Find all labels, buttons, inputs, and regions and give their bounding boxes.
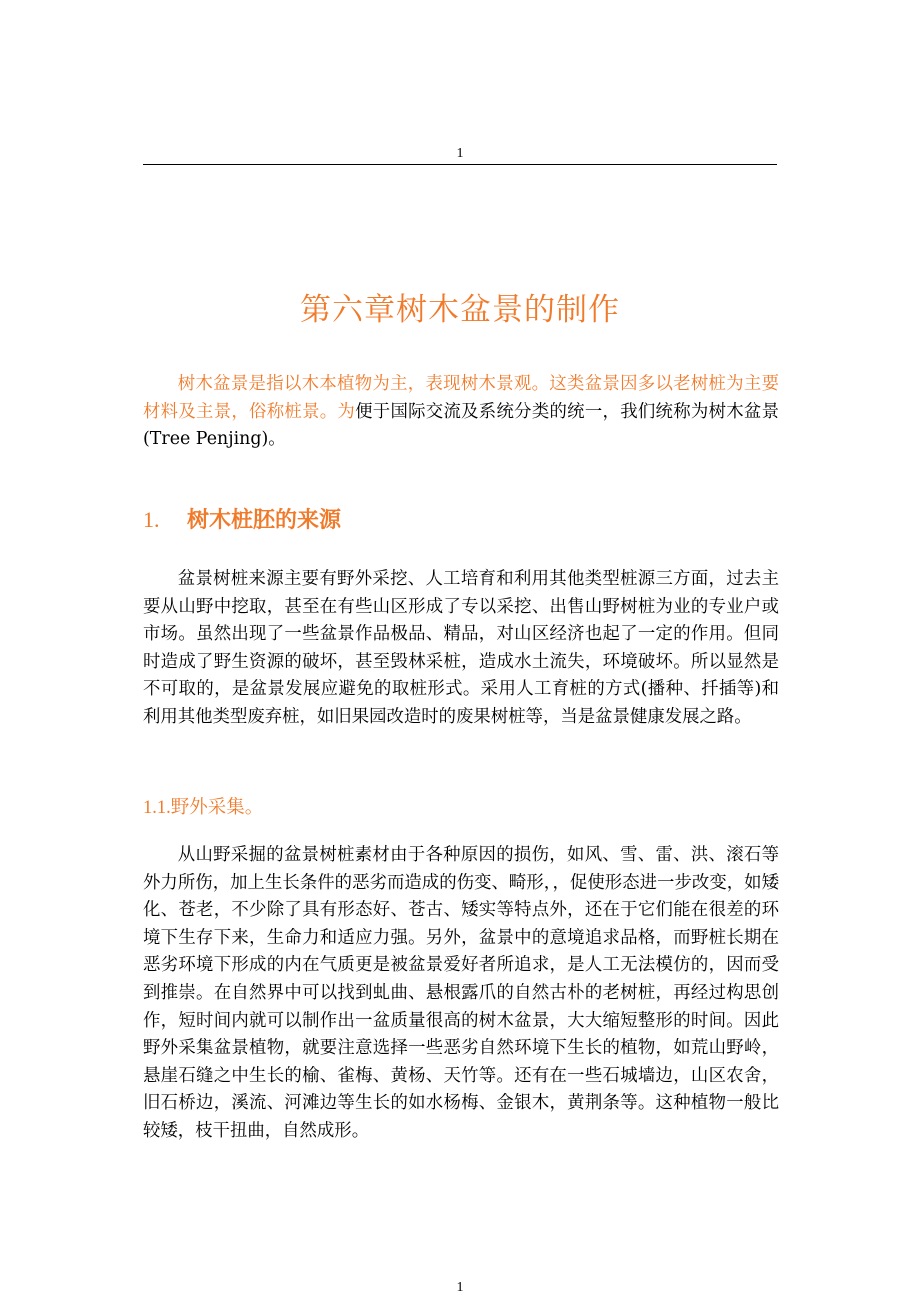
section-number: 1. [143,507,160,532]
header-page-number: 1 [456,146,464,161]
subsection-heading [143,793,263,819]
subsection-paragraph: 从山野采掘的盆景树桩素材由于各种原因的损伤，如风、雪、雷、洪、滚石等外力所伤，加上生长条件的恶劣而造成的伤变、畸形，，促使形态进一步改变，如矮化、苍老，不少除了具有形态好、苍古、矮实等特点外，还在于它们能在很差的环境下生存下来，生命力和适应力强。另外，盆景中的意境追求品格，而野桩长期在恶劣环境下形成的内在气质更是被盆景爱好者所追求，是人工无法模仿的，因而受到推崇。在自然界中可以找到虬曲、悬根露爪的自然古朴的老树桩，再经过构思创作，短时间内就可以制作出一盆质量很高的树木盆景，大大缩短整形的时间。因此野外采集盆景植物，就要注意选择一些恶劣自然环境下生长的植物，如荒山野岭，悬崖石缝之中生长的榆、雀梅、黄杨、天竹等。还有在一些石城墙边，山区农舍，旧石桥边，溪流、河滩边等生长的如水杨梅、金银木，黄荆条等。这种植物一般比较矮，枝干扭曲，自然成形。 [143,845,779,1141]
header-divider [143,164,777,165]
intro-rest: 便于国际交流及系统分类的统一，我们统称为树木盆景(Tree Penjing)。 [143,401,779,450]
section-paragraph: 盆景树桩来源主要有野外采挖、人工培育和利用其他类型桩源三方面，过去主要从山野中挖取，甚至在有些山区形成了专以采挖、出售山野树桩为业的专业户或市场。虽然出现了一些盆景作品极品、精品，对山区经济也起了一定的作用。但同时造成了野生资源的破坏，甚至毁林采桩，造成水土流失，环境破坏。所以显然是不可取的，是盆景发展应避免的取桩形式。采用人工育桩的方式(播种、扦插等)和利用其他类型废弃桩，如旧果园改造时的废果树桩等，当是盆景健康发展之路。 [143,569,779,727]
intro-highlight: 树木盆景是指以木本植物为主，表现树木景观。这类盆景因多以老树桩为主要材料及主景，俗称桩景。为 [143,374,779,422]
footer-page-number: 1 [456,1280,464,1295]
section-heading [143,503,341,534]
chapter-title: 第六章树木盆景的制作 [300,292,620,328]
subsection-number: 1.1. [143,798,171,818]
subsection-title: 野外采集。 [170,797,264,818]
section-title: 树木桩胚的来源 [187,508,342,533]
intro-paragraph [143,371,779,454]
